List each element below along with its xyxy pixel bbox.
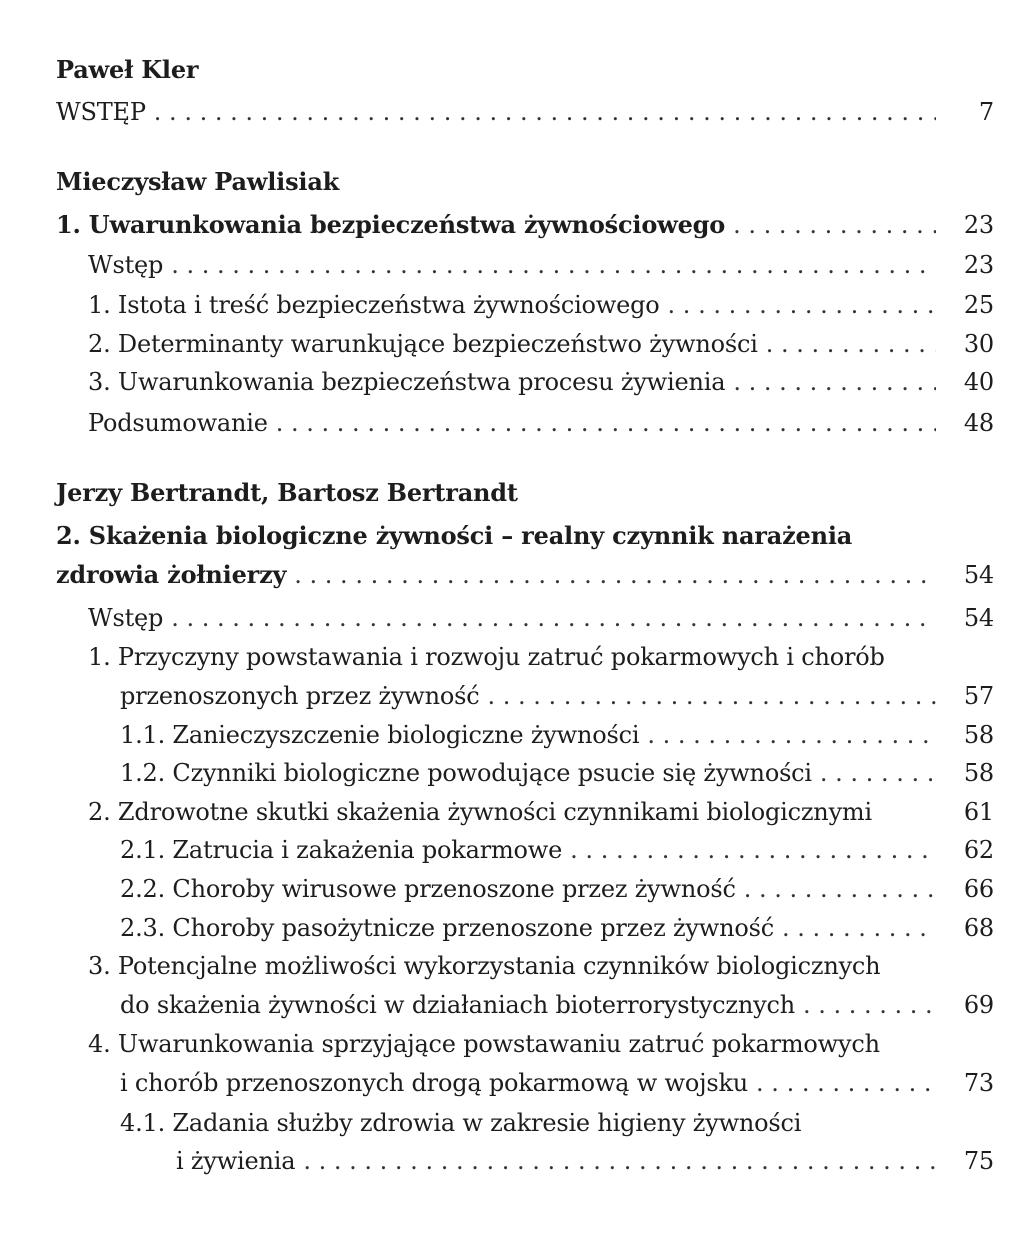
toc-entry-title: 1. Istota i treść bezpieczeństwa żywnościowego — [88, 291, 660, 319]
toc-page-number: 57 — [963, 682, 994, 710]
dot-leader — [488, 676, 936, 716]
toc-entry-title: Podsumowanie — [88, 409, 268, 437]
toc-page-number: 61 — [963, 798, 994, 826]
toc-entry-title: i chorób przenoszonych drogą pokarmową w wojsku — [120, 1069, 749, 1097]
toc-entry-title-line: 4. Uwarunkowania sprzyjające powstawaniu zatruć pokarmowych — [88, 1030, 880, 1058]
author-heading: Paweł Kler — [56, 55, 199, 84]
dot-leader — [733, 205, 936, 245]
toc-entry-title: 2.3. Choroby pasożytnicze przenoszone przez żywność — [120, 914, 774, 942]
toc-entry[interactable] — [88, 245, 994, 285]
dot-leader — [766, 324, 936, 364]
author-heading: Mieczysław Pawlisiak — [56, 167, 340, 196]
toc-entry-title: 1. Uwarunkowania bezpieczeństwa żywnościowego — [56, 210, 726, 239]
dot-leader — [154, 92, 936, 132]
toc-page-number: 54 — [963, 604, 994, 632]
toc-entry[interactable] — [120, 715, 994, 755]
toc-entry-title: do skażenia żywności w działaniach bioterrorystycznych — [120, 991, 795, 1019]
dot-leader — [733, 362, 936, 402]
toc-entry-title: 1.1. Zanieczyszczenie biologiczne żywności — [120, 721, 640, 749]
toc-chapter-title-line: 2. Skażenia biologiczne żywności – realny czynnik narażenia — [56, 521, 853, 550]
toc-entry-title: 2.1. Zatrucia i zakażenia pokarmowe — [120, 836, 563, 864]
toc-entry-title: przenoszonych przez żywność — [120, 682, 480, 710]
toc-entry[interactable] — [120, 985, 994, 1025]
toc-entry[interactable] — [88, 362, 994, 402]
toc-entry[interactable] — [88, 285, 994, 325]
toc-entry-title: 2.2. Choroby wirusowe przenoszone przez żywność — [120, 875, 736, 903]
dot-leader — [570, 830, 936, 870]
toc-page-number: 66 — [963, 875, 994, 903]
toc-entry-title: 2. Zdrowotne skutki skażenia żywności czynnikami biologicznymi — [88, 798, 872, 826]
toc-page-number: 48 — [963, 409, 994, 437]
toc-entry[interactable] — [120, 676, 994, 716]
dot-leader — [820, 753, 936, 793]
toc-entry[interactable] — [120, 908, 994, 948]
toc-entry[interactable] — [88, 792, 994, 832]
toc-entry-title: 3. Uwarunkowania bezpieczeństwa procesu żywienia — [88, 368, 726, 396]
toc-page-number: 69 — [963, 991, 994, 1019]
dot-leader — [303, 1141, 936, 1181]
toc-entry-title: i żywienia — [176, 1147, 296, 1175]
toc-page-number: 40 — [963, 368, 994, 396]
toc-page-number: 73 — [963, 1069, 994, 1097]
toc-entry-title-line: 1. Przyczyny powstawania i rozwoju zatruć pokarmowych i chorób — [88, 643, 885, 671]
dot-leader — [756, 1063, 936, 1103]
toc-chapter-entry[interactable] — [56, 205, 994, 245]
toc-entry-title: 2. Determinanty warunkujące bezpieczeństwo żywności — [88, 330, 758, 358]
toc-entry-title: 1.2. Czynniki biologiczne powodujące psucie się żywności — [120, 759, 812, 787]
toc-entry-title: Wstęp — [88, 604, 164, 632]
dot-leader — [276, 403, 936, 443]
dot-leader — [744, 869, 936, 909]
toc-entry-title: WSTĘP — [56, 98, 146, 126]
toc-entry[interactable] — [176, 1141, 994, 1181]
toc-page-number: 58 — [963, 759, 994, 787]
dot-leader — [171, 245, 936, 285]
toc-entry[interactable] — [88, 403, 994, 443]
toc-entry[interactable] — [88, 598, 994, 638]
dot-leader — [668, 285, 936, 325]
toc-entry[interactable] — [120, 830, 994, 870]
toc-page-number: 62 — [963, 836, 994, 864]
dot-leader — [782, 908, 936, 948]
toc-page-number: 7 — [978, 98, 994, 126]
toc-entry-title-line: 3. Potencjalne możliwości wykorzystania czynników biologicznych — [88, 952, 881, 980]
toc-entry[interactable] — [120, 753, 994, 793]
toc-entry[interactable] — [120, 869, 994, 909]
toc-page-number: 54 — [963, 561, 994, 589]
toc-page-number: 30 — [963, 330, 994, 358]
toc-page-number: 68 — [963, 914, 994, 942]
toc-entry-title: Wstęp — [88, 251, 164, 279]
toc-page-number: 23 — [963, 211, 994, 239]
dot-leader — [803, 985, 936, 1025]
dot-leader — [294, 555, 936, 595]
author-heading: Jerzy Bertrandt, Bartosz Bertrandt — [56, 478, 518, 507]
toc-entry-title: zdrowia żołnierzy — [56, 560, 287, 589]
toc-chapter-entry[interactable] — [56, 555, 994, 595]
toc-page-number: 25 — [963, 291, 994, 319]
toc-entry-title-line: 4.1. Zadania służby zdrowia w zakresie higieny żywności — [120, 1109, 802, 1137]
toc-page-number: 58 — [963, 721, 994, 749]
toc-entry[interactable] — [120, 1063, 994, 1103]
toc-page-number: 75 — [963, 1147, 994, 1175]
toc-entry[interactable] — [56, 92, 994, 132]
dot-leader — [171, 598, 936, 638]
dot-leader — [647, 715, 936, 755]
toc-entry[interactable] — [88, 324, 994, 364]
toc-page-number: 23 — [963, 251, 994, 279]
